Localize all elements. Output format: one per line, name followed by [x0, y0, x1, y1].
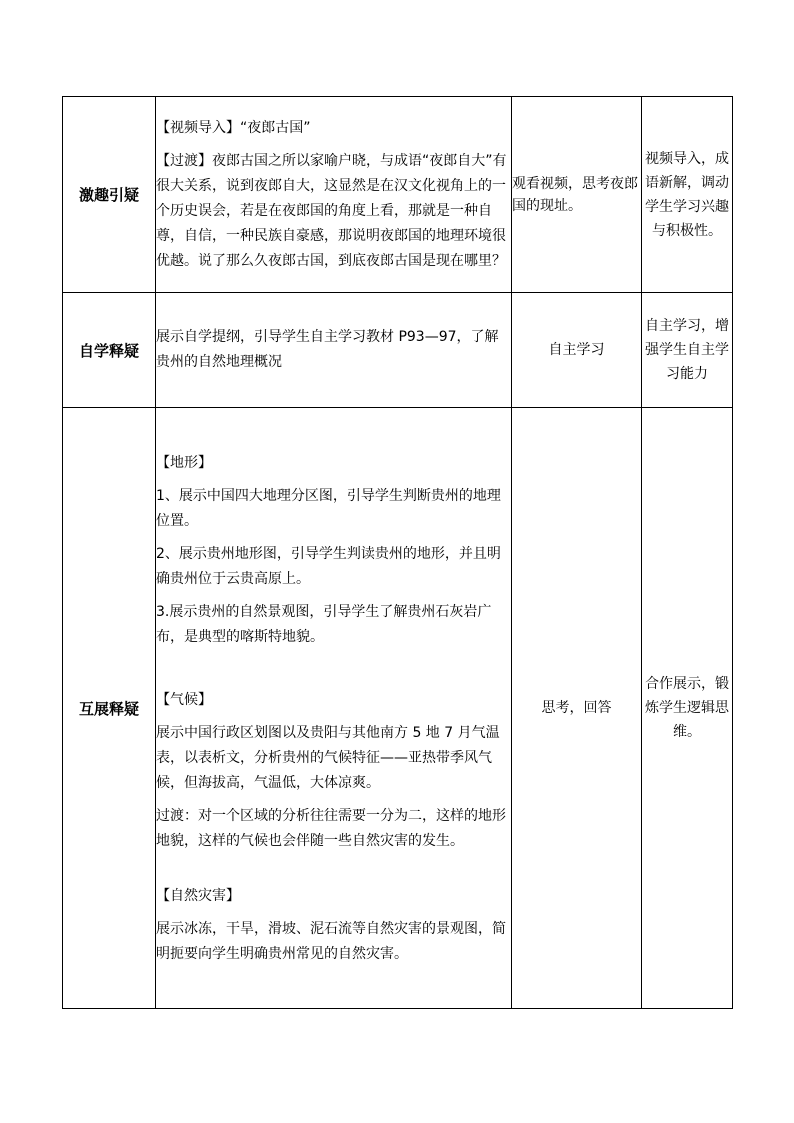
- table-row: [63, 293, 733, 408]
- student-activity-cell: 观看视频，思考夜郎国的现址。: [512, 97, 642, 293]
- student-activity-cell: 思考，回答: [512, 408, 642, 1009]
- design-intent-cell: 合作展示，锻炼学生逻辑思维。: [642, 408, 733, 1009]
- section-title-topography: 【地形】: [156, 455, 212, 471]
- content-paragraph: 1、展示中国四大地理分区图，引导学生判断贵州的地理位置。: [156, 488, 501, 529]
- lesson-plan-table: [62, 96, 733, 1009]
- table-row: [63, 97, 733, 293]
- content-paragraph: 【视频导入】“夜郎古国”: [156, 119, 311, 136]
- table-row: [63, 408, 733, 1009]
- stage-cell: 自学释疑: [63, 293, 156, 408]
- content-paragraph: 展示冰冻，干旱，滑坡、泥石流等自然灾害的景观图，简明扼要向学生明确贵州常见的自然灾害。: [156, 921, 506, 962]
- student-activity-cell: 自主学习: [512, 293, 642, 408]
- content-paragraph: 【过渡】夜郎古国之所以家喻户晓，与成语“夜郎自大”有很大关系，说到夜郎自大，这显然是在汉文化视角上的一个历史误会，若是在夜郎国的角度上看，那就是一种自尊，自信，一种民族自豪感，那说明夜郎国的地理环境很优越。说了那么久夜郎古国，到底夜郎古国是现在哪里？: [156, 152, 507, 269]
- stage-cell: 互展释疑: [63, 408, 156, 1009]
- content-paragraph: 过渡：对一个区域的分析往往需要一分为二，这样的地形地貌，这样的气候也会伴随一些自然灾害的发生。: [156, 808, 506, 849]
- design-intent-cell: 视频导入，成语新解，调动学生学习兴趣与积极性。: [642, 97, 733, 293]
- section-title-climate: 【气候】: [156, 692, 212, 708]
- design-intent-cell: 自主学习，增强学生自主学习能力: [642, 293, 733, 408]
- content-cell: [156, 408, 512, 1009]
- content-cell: [156, 293, 512, 408]
- section-title-disaster: 【自然灾害】: [156, 888, 240, 904]
- content-paragraph: 展示中国行政区划图以及贵阳与其他南方 5 地 7 月气温表，以表析文，分析贵州的气候特征——亚热带季风气候，但海拔高，气温低，大体凉爽。: [156, 725, 500, 791]
- content-cell: [156, 97, 512, 293]
- content-paragraph: 3.展示贵州的自然景观图，引导学生了解贵州石灰岩广布，是典型的喀斯特地貌。: [156, 604, 492, 645]
- content-paragraph: 展示自学提纲，引导学生自主学习教材 P93—97，了解贵州的自然地理概况: [156, 329, 499, 370]
- stage-cell: 激趣引疑: [63, 97, 156, 293]
- content-paragraph: 2、展示贵州地形图，引导学生判读贵州的地形，并且明确贵州位于云贵高原上。: [156, 546, 501, 587]
